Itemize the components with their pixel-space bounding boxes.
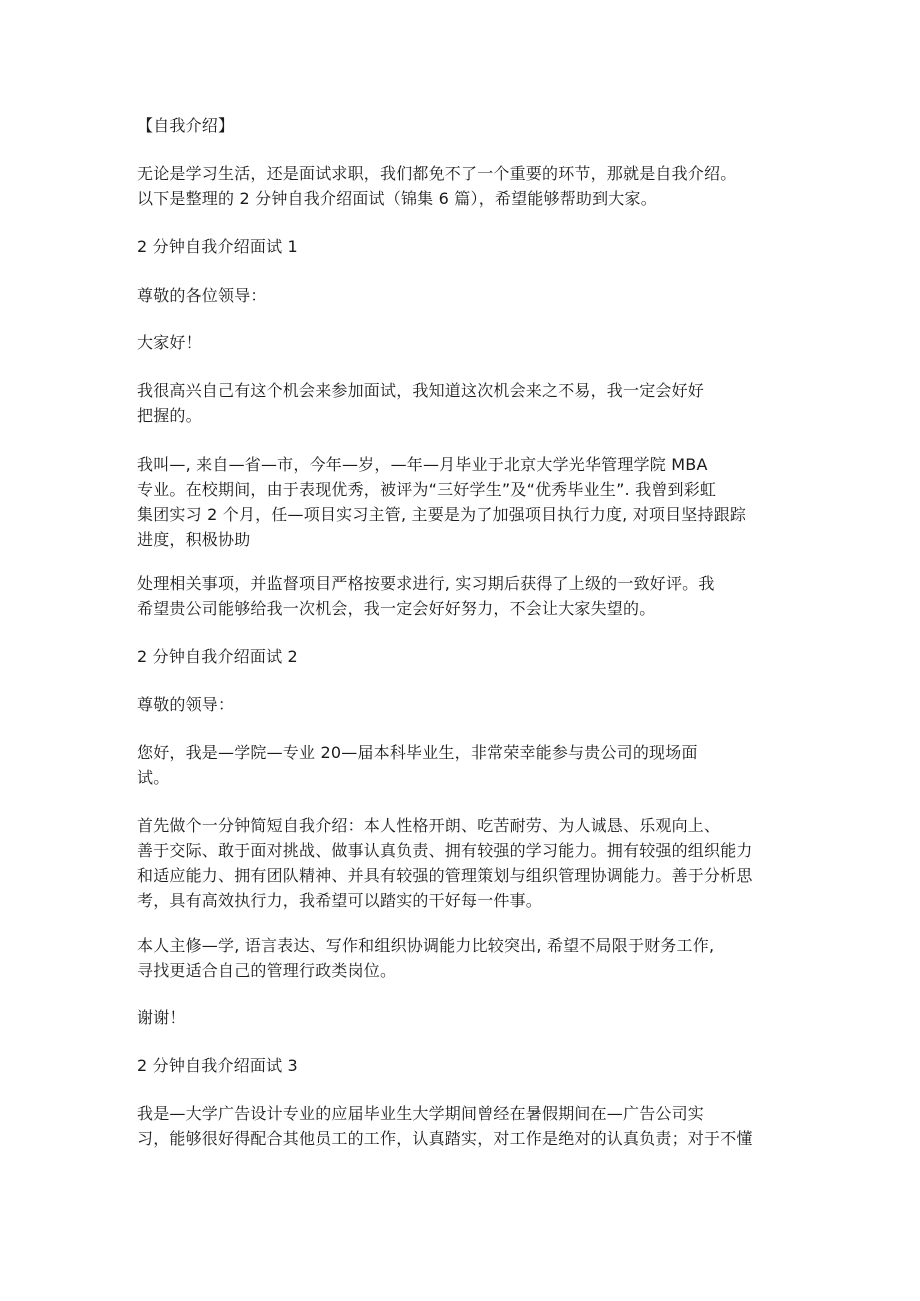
text-line: 2 分钟自我介绍面试 3 — [137, 1056, 298, 1075]
text-line: 把握的。 — [137, 406, 202, 425]
text-line: 本人主修—学, 语言表达、写作和组织协调能力比较突出, 希望不局限于财务工作, — [137, 936, 715, 955]
text-line: 试。 — [137, 768, 170, 787]
paragraph — [137, 571, 787, 621]
text-line: 专业。在校期间，由于表现优秀，被评为“三好学生”及“优秀毕业生”. 我曾到彩虹 — [137, 480, 717, 499]
text-line: 习，能够很好得配合其他员工的工作，认真踏实，对工作是绝对的认真负责；对于不懂 — [137, 1129, 753, 1148]
text-line: 您好，我是—学院—专业 20—届本科毕业生，非常荣幸能参与贵公司的现场面 — [137, 743, 698, 762]
heading-interview-1 — [137, 234, 787, 259]
text-line: 进度，积极协助 — [137, 530, 251, 549]
text-line: 我是—大学广告设计专业的应届毕业生大学期间曾经在暑假期间在—广告公司实 — [137, 1104, 705, 1123]
paragraph — [137, 933, 787, 983]
paragraph — [137, 1101, 787, 1151]
text-line: 【自我介绍】 — [137, 116, 235, 135]
salutation — [137, 283, 787, 308]
greeting — [137, 330, 787, 355]
intro-paragraph — [137, 161, 787, 211]
text-line: 寻找更适合自己的管理行政类岗位。 — [137, 961, 397, 980]
text-line: 首先做个一分钟简短自我介绍：本人性格开朗、吃苦耐劳、为人诚恳、乐观向上、 — [137, 816, 721, 835]
text-line: 考，具有高效执行力，我希望可以踏实的干好每一件事。 — [137, 891, 543, 910]
text-line: 尊敬的各位领导： — [137, 286, 267, 305]
text-line: 2 分钟自我介绍面试 2 — [137, 647, 298, 666]
text-line: 希望贵公司能够给我一次机会，我一定会好好努力，不会让大家失望的。 — [137, 599, 656, 618]
text-line: 善于交际、敢于面对挑战、做事认真负责、拥有较强的学习能力。拥有较强的组织能力 — [137, 841, 753, 860]
text-line: 集团实习 2 个月，任—项目实习主管, 主要是为了加强项目执行力度, 对项目坚持跟踪 — [137, 505, 747, 524]
text-line: 我很高兴自己有这个机会来参加面试，我知道这次机会来之不易，我一定会好好 — [137, 381, 705, 400]
text-line: 尊敬的领导： — [137, 695, 235, 714]
text-line: 我叫—, 来自—省—市，今年—岁，—年—月毕业于北京大学光华管理学院 MBA — [137, 455, 708, 474]
heading-interview-2 — [137, 644, 787, 669]
text-line: 2 分钟自我介绍面试 1 — [137, 237, 298, 256]
heading-interview-3 — [137, 1053, 787, 1078]
text-line: 和适应能力、拥有团队精神、并具有较强的管理策划与组织管理协调能力。善于分析思 — [137, 866, 753, 885]
text-line: 无论是学习生活，还是面试求职，我们都免不了一个重要的环节，那就是自我介绍。 — [137, 164, 737, 183]
text-line: 处理相关事项，并监督项目严格按要求进行, 实习期后获得了上级的一致好评。我 — [137, 574, 715, 593]
closing — [137, 1005, 787, 1030]
paragraph — [137, 740, 787, 790]
paragraph — [137, 813, 787, 913]
paragraph — [137, 452, 787, 552]
section-title — [137, 113, 787, 138]
text-line: 大家好！ — [137, 333, 202, 352]
salutation — [137, 692, 787, 717]
text-line: 谢谢！ — [137, 1008, 186, 1027]
text-line: 以下是整理的 2 分钟自我介绍面试（锦集 6 篇），希望能够帮助到大家。 — [137, 189, 657, 208]
paragraph — [137, 378, 787, 428]
